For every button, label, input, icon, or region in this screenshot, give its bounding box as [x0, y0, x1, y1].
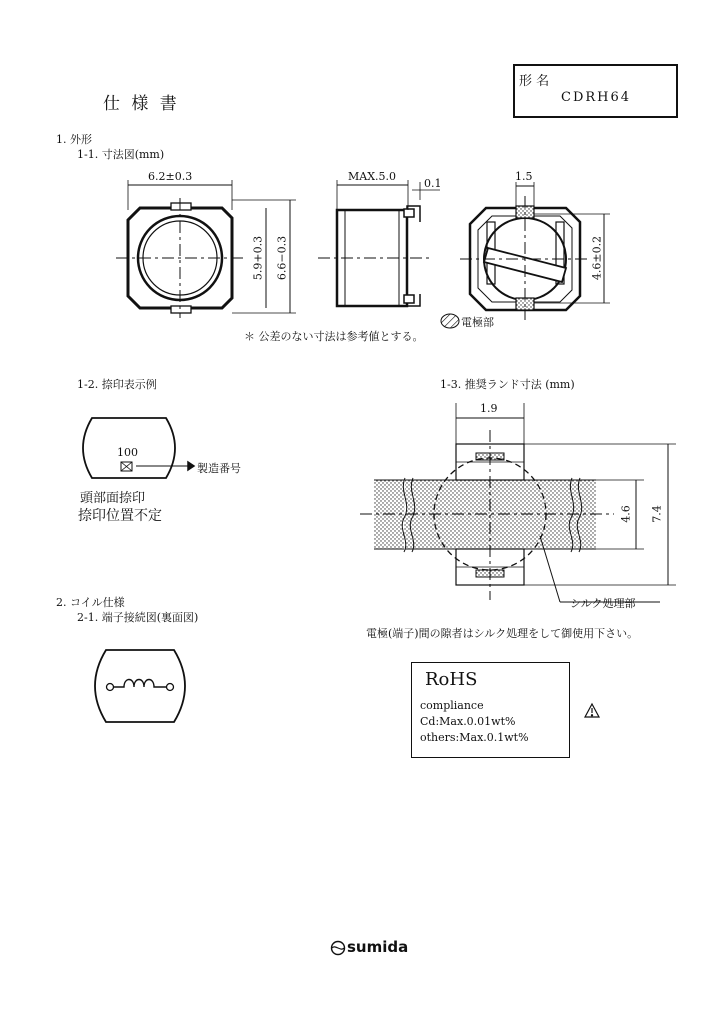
land-note: 電極(端子)間の隙者はシルク処理をして御使用下さい。 — [366, 627, 639, 640]
rohs-box — [411, 662, 570, 758]
marking-example-drawing — [83, 418, 194, 478]
section-1-title: 1. 外形 — [56, 133, 92, 146]
side-view-drawing — [318, 180, 440, 306]
dim-width: 6.2±0.3 — [148, 170, 193, 183]
dimension-drawing-title: 1-1. 寸法図(mm) — [77, 148, 165, 161]
part-label: 形 名 — [519, 74, 550, 89]
dim-inner-height: 5.9+0.3 — [251, 235, 265, 281]
marking-example-title: 1-2. 捺印表示例 — [77, 378, 157, 391]
rohs-cd-limit: Cd:Max.0.01wt% — [420, 715, 516, 728]
coil-connection-drawing — [95, 650, 185, 722]
dim-outer-height: 6.6−0.3 — [275, 235, 289, 281]
caution-icon — [585, 704, 599, 717]
electrode-legend: 電極部 — [461, 316, 494, 329]
part-number-box — [513, 64, 678, 118]
dim-max-height: MAX.5.0 — [348, 170, 397, 183]
land-pattern-drawing — [360, 403, 676, 602]
sumida-logo-icon — [332, 942, 345, 955]
part-number: CDRH64 — [561, 90, 632, 105]
connection-diagram-title: 2-1. 端子接続図(裏面図) — [77, 611, 199, 624]
rohs-others-limit: others:Max.0.1wt% — [420, 731, 529, 744]
dim-terminal-width: 1.5 — [515, 170, 533, 183]
rohs-title: RoHS — [425, 669, 478, 690]
rohs-compliance: compliance — [420, 699, 484, 712]
land-total: 7.4 — [650, 505, 664, 523]
tolerance-note: ＊ 公差のない寸法は参考値とする。 — [244, 330, 424, 343]
land-pattern-title: 1-3. 推奨ランド寸法 (mm) — [440, 378, 575, 391]
marking-caption-bottom: 捺印位置不定 — [78, 508, 162, 524]
land-pad-width: 1.9 — [480, 402, 498, 415]
marking-code: 100 — [117, 446, 138, 459]
document-title: 仕 様 書 — [103, 94, 180, 114]
dim-terminal-offset: 0.1 — [424, 177, 442, 190]
dim-electrode-height: 4.6±0.2 — [590, 235, 604, 281]
land-pad-gap: 4.6 — [619, 505, 633, 523]
bottom-view-drawing — [441, 182, 610, 328]
section-2-title: 2. コイル仕様 — [56, 596, 125, 609]
top-view-drawing — [116, 180, 296, 318]
silk-label: シルク処理部 — [570, 597, 636, 610]
marking-caption-top: 頭部面捺印 — [80, 491, 146, 506]
brand-logo-text: sumida — [347, 938, 409, 956]
lot-number-label: 製造番号 — [197, 462, 241, 475]
